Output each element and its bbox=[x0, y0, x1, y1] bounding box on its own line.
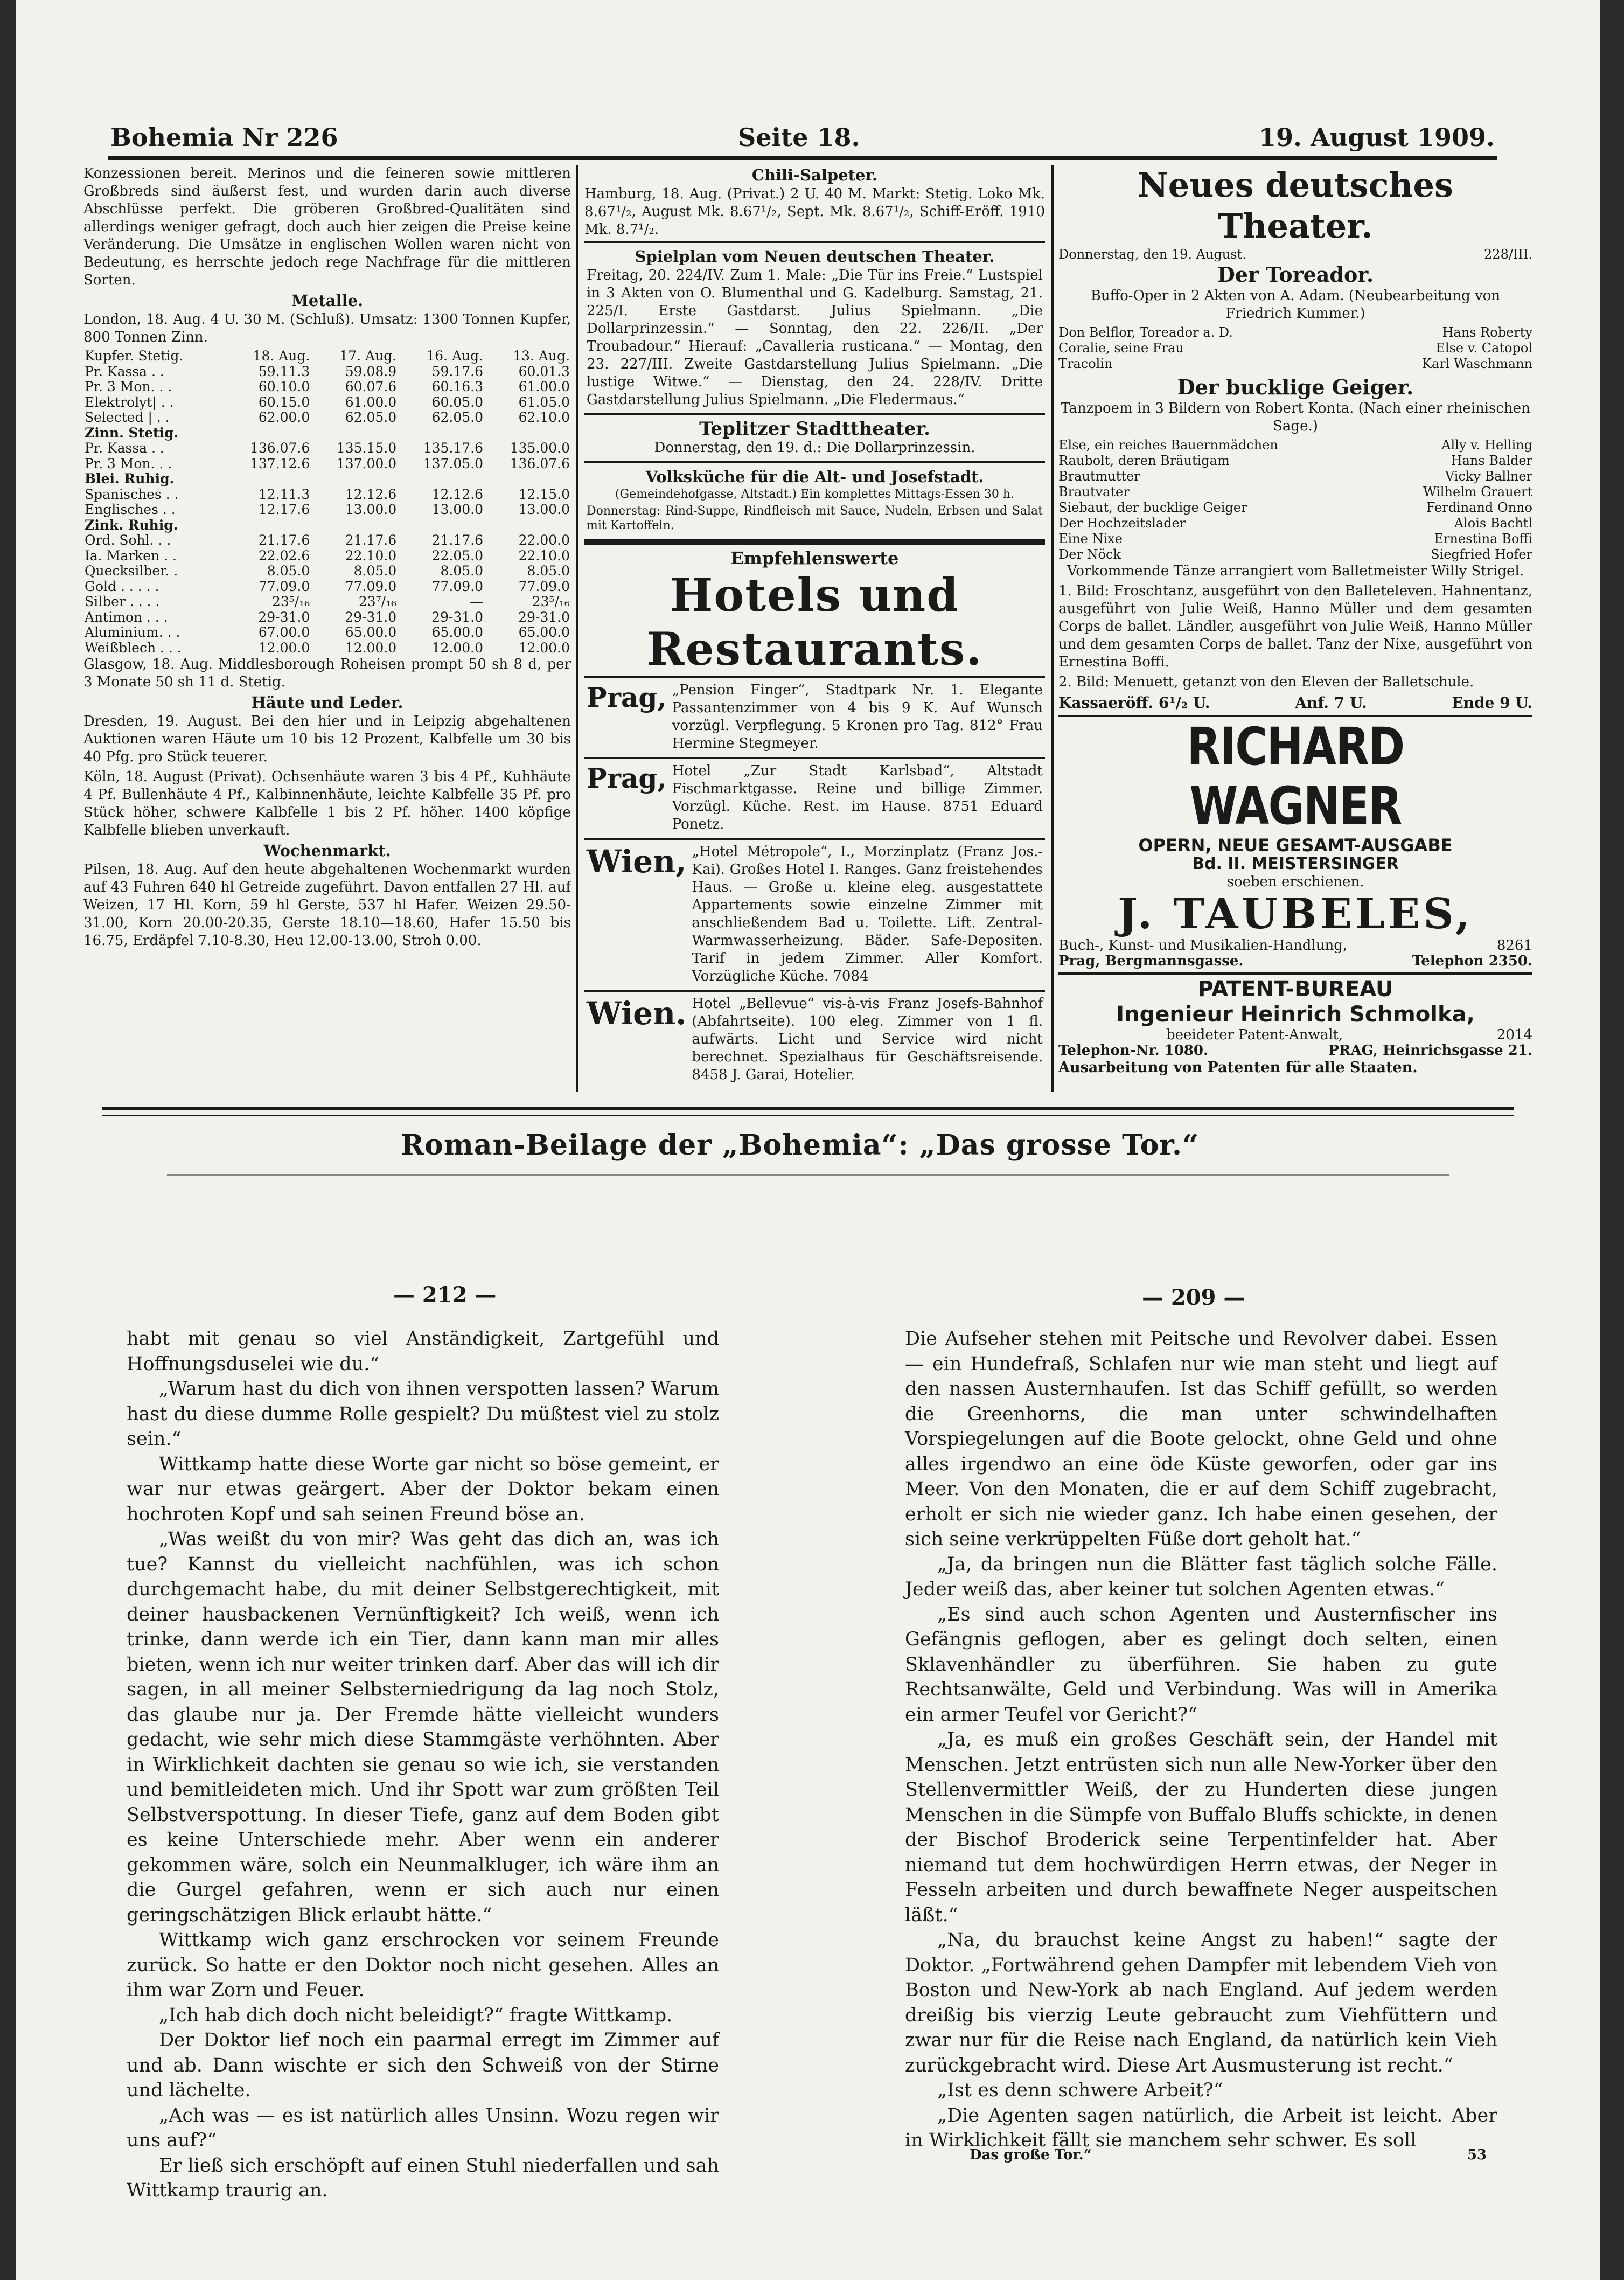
taubeles-name: J. TAUBELES, bbox=[1118, 889, 1473, 939]
table-cell: Zink. Ruhig. bbox=[85, 517, 178, 533]
cast-actor: Alois Bachtl bbox=[1454, 516, 1532, 531]
weekly-market-heading: Wochenmarkt. bbox=[263, 842, 391, 860]
story-paragraph: Wittkamp wich ganz erschrocken vor seinem Freunde zurück. So hatte er den Doktor noch nicht gesehen. Alles an ihm war Zorn und Feuer. bbox=[127, 1929, 719, 2001]
metals-intro: London, 18. Aug. 4 U. 30 M. (Schluß). Umsatz: 1300 Tonnen Kupfer, 800 Tonnen Zinn. bbox=[83, 311, 571, 345]
pilsen-report: Pilsen, 18. Aug. Auf den heute abgehaltenen Wochenmarkt wurden auf 43 Fuhren 640 hl Getreide zugeführt. Davon entfallen 27 Hl. auf Weizen, 17 Hl. Korn, 59 hl Gerste, 537 hl Hafer. Weizen 29.50-31.00, Korn 20.00-20.35, Gerste 18.10—18.60, Hafer 15.50 bis 16.75, Erdäpfel 7.10-8.30, Heu 12.00-13.00, Stroh 0.00. bbox=[83, 861, 571, 949]
table-cell: 13.00.0 bbox=[345, 502, 397, 517]
table-cell: 12.11.3 bbox=[258, 486, 310, 502]
cast-actor: Ernestina Boffi bbox=[1434, 531, 1532, 546]
section-rule bbox=[102, 1107, 1514, 1110]
markets-column bbox=[83, 165, 571, 1092]
hotels-title: Hotels und Restaurants. bbox=[646, 568, 983, 676]
table-cell: 12.12.6 bbox=[431, 486, 484, 502]
table-cell: 23⁵/₁₆ bbox=[271, 594, 310, 609]
patent-engineer: Ingenieur Heinrich Schmolka, bbox=[1116, 1002, 1475, 1027]
taubeles-address: Prag, Bergmannsgasse. bbox=[1058, 953, 1244, 969]
cast-actor: Ferdinand Onno bbox=[1426, 500, 1532, 515]
table-cell: 137.05.0 bbox=[423, 456, 484, 471]
teplitz-text: Donnerstag, den 19. d.: Die Dollarprinzessin. bbox=[654, 440, 975, 456]
table-cell: 21.17.6 bbox=[345, 533, 397, 548]
end-time: Ende 9 U. bbox=[1452, 694, 1532, 712]
table-cell: 135.15.0 bbox=[336, 441, 397, 456]
ad-city: Prag, bbox=[587, 682, 667, 713]
table-row bbox=[83, 487, 571, 503]
table-row bbox=[83, 594, 571, 610]
table-cell: 59.11.3 bbox=[258, 364, 310, 379]
story-paragraph: „Ich hab dich doch nicht beleidigt?“ fragte Wittkamp. bbox=[159, 2004, 673, 2026]
start-time: Anf. 7 U. bbox=[1295, 694, 1367, 712]
story-paragraph: Wittkamp hatte diese Worte gar nicht so böse gemeint, er war nur etwas geärgert. Aber der Doktor bekam einen hochroten Kopf und sah seinen Freund böse an. bbox=[127, 1453, 719, 1525]
cast-row bbox=[1058, 437, 1532, 453]
metals-table-head bbox=[83, 349, 571, 364]
spielplan-text: Freitag, 20. 224/IV. Zum 1. Male: „Die Tür ins Freie.“ Lustspiel in 3 Akten von O. Blumenthal und G. Kadelburg. Samstag, 21. 225/I. Erste Gastdarst. Julius Spielmann. „Die Dollarprinzessin.“ — Sonntag, den 22. 226/II. „Der Troubadour.“ Hierauf: „Cavalleria rusticana.“ — Montag, den 23. 227/III. Zweite Gastdarstellung Julius Spielmann. „Die lustige Witwe.“ — Dienstag, den 24. 228/IV. Dritte Gastdarstellung Julius Spielmann. „Die Fledermaus.“ bbox=[587, 267, 1043, 408]
story-paragraph: „Die Agenten sagen natürlich, die Arbeit ist leicht. Aber in Wirklichkeit fällt sie manchem sehr schwer. Es soll bbox=[905, 2104, 1497, 2151]
koeln-report: Köln, 18. August (Privat). Ochsenhäute waren 3 bis 4 Pf., Kuhhäute 4 Pf. Bullenhäute 4 Pf., Kalbinnenhäute, leichte Kalbfelle 35 Pf. pro Stück höher, schwere Kalbfelle 1 bis 2 Pf. höher. 1400 köpfige Kalbfelle blieben unverkauft. bbox=[83, 769, 571, 838]
table-cell: 62.05.0 bbox=[345, 410, 397, 425]
cast-actor: Vicky Ballner bbox=[1445, 469, 1532, 484]
ad-city: Wien. bbox=[587, 995, 687, 1032]
metals-col: Kupfer. Stetig. bbox=[85, 349, 184, 364]
table-cell: 13.00.0 bbox=[431, 502, 484, 517]
header-rule bbox=[108, 156, 1497, 160]
table-cell: 65.00.0 bbox=[431, 625, 484, 640]
glasgow-report: Glasgow, 18. Aug. Middlesborough Roheisen prompt 50 sh 8 d, per 3 Monate 50 sh 11 d. Stetig. bbox=[83, 656, 571, 690]
table-cell: Englisches . . bbox=[85, 502, 176, 517]
table-cell bbox=[224, 518, 311, 533]
table-cell bbox=[484, 426, 571, 441]
table-row bbox=[83, 548, 571, 564]
patent-number: 2014 bbox=[1496, 1027, 1532, 1043]
table-cell: 59.17.6 bbox=[431, 364, 484, 379]
theater-title: Neues deutsches Theater. bbox=[1138, 165, 1453, 246]
table-cell: 135.00.0 bbox=[510, 441, 570, 456]
table-row bbox=[83, 579, 571, 595]
kassa-time: Kassaeröff. 6¹/₂ U. bbox=[1058, 694, 1210, 712]
table-cell: Zinn. Stetig. bbox=[85, 425, 179, 441]
table-cell: 60.16.3 bbox=[431, 379, 484, 394]
table-row bbox=[83, 471, 571, 487]
table-row bbox=[83, 379, 571, 395]
table-cell: 136.07.6 bbox=[510, 456, 570, 471]
metals-col: 13. Aug. bbox=[513, 349, 570, 364]
wagner-volume: Bd. II. MEISTERSINGER bbox=[1192, 854, 1399, 873]
newspaper-page bbox=[16, 0, 1600, 2280]
table-cell: Pr. Kassa . . bbox=[85, 441, 164, 456]
karlsbad-ad: Hotel „Zur Stadt Karlsbad“, Altstadt Fischmarktgasse. Reine und billige Zimmer. Vorzügl. Küche. Rest. im Hause. 8751 Eduard Ponetz. bbox=[672, 763, 1043, 832]
table-cell: Gold . . . . . bbox=[85, 579, 159, 594]
cast-role: Brautmutter bbox=[1058, 469, 1140, 484]
theater-date: Donnerstag, den 19. August. bbox=[1058, 247, 1246, 262]
table-row bbox=[83, 625, 571, 641]
play-title: Der Toreador. bbox=[1217, 262, 1374, 287]
table-row bbox=[83, 395, 571, 411]
table-cell bbox=[398, 518, 484, 533]
header-paper-name: Bohemia Nr 226 bbox=[110, 123, 338, 152]
table-cell: 60.15.0 bbox=[258, 394, 310, 410]
table-row bbox=[83, 564, 571, 579]
table-cell: 22.05.0 bbox=[431, 548, 484, 564]
cast-actor: Else v. Catopol bbox=[1435, 340, 1532, 356]
empfehlenswerte-label: Empfehlenswerte bbox=[730, 548, 899, 568]
story-paragraph: „Warum hast du dich von ihnen verspotten lassen? Warum hast du diese dumme Rolle gespielt? Du müßtest viel zu stolz sein.“ bbox=[127, 1378, 719, 1450]
wagner-title: RICHARD WAGNER bbox=[1187, 717, 1404, 836]
table-cell: 8.05.0 bbox=[353, 564, 397, 579]
cast-row bbox=[1058, 325, 1532, 340]
hides-heading: Häute und Leder. bbox=[251, 693, 403, 712]
dresden-report: Dresden, 19. August. Bei den hier und in Leipzig abgehaltenen Auktionen waren Häute um 10 bis 12 Prozent, Kalbfelle um 30 bis 40 Pfg. pro Stück teuerer. bbox=[83, 713, 571, 765]
banner-rule bbox=[167, 1174, 1449, 1176]
story-paragraph: habt mit genau so viel Anständigkeit, Zartgefühl und Hoffnungsduselei wie du.“ bbox=[127, 1328, 719, 1375]
cast-row bbox=[1058, 453, 1532, 469]
table-cell bbox=[311, 518, 398, 533]
table-cell: 67.00.0 bbox=[258, 625, 310, 640]
story-paragraph: „Ist es denn schwere Arbeit?“ bbox=[937, 2080, 1223, 2101]
page-header bbox=[110, 123, 1495, 153]
table-cell: 60.01.3 bbox=[518, 364, 570, 379]
table-cell bbox=[224, 426, 311, 441]
table-cell: Elektrolyt| . . bbox=[85, 394, 174, 410]
table-row bbox=[83, 518, 571, 533]
cast-actor: Ally v. Helling bbox=[1441, 437, 1532, 453]
bellevue-ad: Hotel „Bellevue“ vis-à-vis Franz Josefs-Bahnhof (Abfahrtseite). 100 eleg. Zimmer von 1 fl. aufwärts. Licht und Service wird nicht berechnet. Spezialhaus für Geschäftsreisende. 8458 J. Garai, Hotelier. bbox=[692, 996, 1043, 1083]
story-paragraph: „Ach was — es ist natürlich alles Unsinn. Wozu regen wir uns auf?“ bbox=[127, 2104, 719, 2151]
theater-column bbox=[1058, 165, 1532, 1092]
metals-col: 16. Aug. bbox=[426, 349, 484, 364]
taubeles-number: 8261 bbox=[1496, 937, 1532, 954]
table-cell: Pr. Kassa . . bbox=[85, 364, 164, 379]
footer-title: Das große Tor.“ bbox=[970, 2147, 1092, 2163]
table-row bbox=[83, 456, 571, 472]
table-cell: 61.00.0 bbox=[345, 394, 397, 410]
table-cell: 23⁷/₁₆ bbox=[358, 594, 397, 609]
table-cell: 29-31.0 bbox=[345, 609, 397, 625]
header-page-number: Seite 18. bbox=[738, 123, 860, 152]
cast-actor: Siegfried Hofer bbox=[1431, 547, 1532, 562]
patent-address: PRAG, Heinrichsgasse 21. bbox=[1328, 1042, 1532, 1059]
metals-col: 18. Aug. bbox=[253, 349, 310, 364]
table-cell bbox=[398, 471, 484, 487]
table-row bbox=[83, 533, 571, 548]
table-cell: 22.00.0 bbox=[518, 533, 570, 548]
table-cell: 13.00.0 bbox=[518, 502, 570, 517]
right-page-number: — 209 — bbox=[1142, 1285, 1245, 1310]
table-cell: 8.05.0 bbox=[527, 564, 570, 579]
left-page-number: — 212 — bbox=[393, 1282, 497, 1308]
wool-report: Konzessionen bereit. Merinos und die feineren sowie mittleren Großbreds sind äußerst fest, und wurden darin auch diverse Abschlüsse perfekt. Die gröberen Großbred-Qualitäten sind allerdings weniger gefragt, doch auch hier zeigen die Preise keine Veränderung. Die Umsätze in englischen Wollen waren nicht von Bedeutung, es herrschte jedoch rege Nachfrage für die mittleren Sorten. bbox=[83, 165, 571, 288]
table-row bbox=[83, 364, 571, 380]
table-cell: 60.10.0 bbox=[258, 379, 310, 394]
table-cell: 29-31.0 bbox=[518, 609, 570, 625]
cast-row bbox=[1058, 484, 1532, 500]
table-cell: 22.02.6 bbox=[258, 548, 310, 564]
table-cell: 12.00.0 bbox=[518, 640, 570, 656]
cast-list bbox=[1058, 437, 1532, 562]
patent-bureau-title: PATENT-BUREAU bbox=[1197, 977, 1393, 1002]
table-cell: Selected | . . bbox=[85, 410, 170, 425]
table-cell: 77.09.0 bbox=[518, 579, 570, 594]
story-paragraph: „Es sind auch schon Agenten und Austernfischer ins Gefängnis geflogen, aber es gelingt doch selten, einen Sklavenhändler zu überführen. Sie haben zu gute Rechtsanwälte, Geld und Verbindung. Was will in Amerika ein armer Teufel vor Gericht?“ bbox=[905, 1603, 1497, 1726]
table-cell bbox=[311, 426, 398, 441]
wagner-subtitle: OPERN, NEUE GESAMT-AUSGABE bbox=[1138, 835, 1453, 856]
bild-two: 2. Bild: Menuett, getanzt von den Eleven der Balletschule. bbox=[1058, 674, 1474, 690]
table-cell: 12.12.6 bbox=[345, 486, 397, 502]
column-rule bbox=[1051, 165, 1054, 1092]
volkskueche-heading: Volksküche für die Alt- und Josefstadt. bbox=[645, 468, 984, 486]
table-cell: 12.00.0 bbox=[258, 640, 310, 656]
story-paragraph: Die Aufseher stehen mit Peitsche und Revolver dabei. Essen — ein Hundefraß, Schlafen nur wie man steht und liegt auf den nassen Austernhaufen. Ist das Schiff gefüllt, so werden die Greenhorns, die man unter schwindelhaften Vorspiegelungen auf die Boote gelockt, ohne Geld und ohne alles irgendwo an eine öde Küste geworfen, oder gar ins Meer. Von den Monaten, die er auf dem Schiff zugebracht, erholt er sich nie wieder ganz. Ich habe einen gesehen, der sich seine verkrüppelten Füße dort geholt hat.“ bbox=[905, 1328, 1497, 1550]
table-cell: 12.17.6 bbox=[258, 502, 310, 517]
table-cell: 77.09.0 bbox=[431, 579, 484, 594]
cast-row bbox=[1058, 356, 1532, 372]
table-cell: 29-31.0 bbox=[258, 609, 310, 625]
theater-number: 228/III. bbox=[1484, 247, 1532, 262]
story-paragraph: Der Doktor lief noch ein paarmal erregt im Zimmer auf und ab. Dann wischte er sich den Schweiß von der Stirne und lächelte. bbox=[127, 2029, 719, 2101]
table-cell: 77.09.0 bbox=[345, 579, 397, 594]
table-row bbox=[83, 610, 571, 625]
table-cell: 22.10.0 bbox=[345, 548, 397, 564]
metals-col: 17. Aug. bbox=[339, 349, 397, 364]
table-cell: Spanisches . . bbox=[85, 486, 179, 502]
table-cell: 29-31.0 bbox=[431, 609, 484, 625]
cast-role: Der Nöck bbox=[1058, 547, 1121, 562]
table-cell: 135.17.6 bbox=[423, 441, 484, 456]
play-description: Tanzpoem in 3 Bildern von Robert Konta. (Nach einer rheinischen Sage.) bbox=[1061, 400, 1530, 434]
cast-role: Eine Nixe bbox=[1058, 531, 1123, 546]
cast-row bbox=[1058, 340, 1532, 356]
table-cell: 60.07.6 bbox=[345, 379, 397, 394]
header-date: 19. August 1909. bbox=[1259, 123, 1495, 152]
cast-role: Der Hochzeitslader bbox=[1058, 516, 1186, 531]
table-cell: Antimon . . . bbox=[85, 609, 168, 625]
table-cell bbox=[484, 471, 571, 487]
table-cell: 22.10.0 bbox=[518, 548, 570, 564]
chile-report: Hamburg, 18. Aug. (Privat.) 2 U. 40 M. Markt: Stetig. Loko Mk. 8.67¹/₂, August Mk. 8.67¹/₂, Sept. Mk. 8.67¹/₂, Schiff-Eröff. 1910 Mk. 8.7¹/₂. bbox=[584, 186, 1045, 238]
pension-finger-ad: „Pension Finger“, Stadtpark Nr. 1. Elegante Passantenzimmer von 4 bis 9 K. Auf Wunsch vorzügl. Verpflegung. 5 Kronen pro Tag. 812° Frau Hermine Stegmeyer. bbox=[672, 682, 1043, 752]
table-cell bbox=[224, 471, 311, 487]
cast-role: Raubolt, deren Bräutigam bbox=[1058, 453, 1230, 468]
play-description: Buffo-Oper in 2 Akten von A. Adam. (Neubearbeitung von Friedrich Kummer.) bbox=[1090, 288, 1501, 322]
table-cell: Ia. Marken . . bbox=[85, 548, 177, 564]
cast-actor: Karl Waschmann bbox=[1421, 356, 1532, 371]
table-row bbox=[83, 641, 571, 656]
volkskueche-line: (Gemeindehofgasse, Altstadt.) Ein komplettes Mittags-Essen 30 h. bbox=[615, 488, 1015, 501]
footer-sheet-number: 53 bbox=[1467, 2147, 1487, 2163]
wagner-released: soeben erschienen. bbox=[1226, 874, 1364, 890]
table-cell: 59.08.9 bbox=[345, 364, 397, 379]
cast-row bbox=[1058, 547, 1532, 562]
ad-city: Wien, bbox=[587, 843, 687, 880]
table-cell: Aluminium. . . bbox=[85, 625, 180, 640]
cast-row bbox=[1058, 516, 1532, 531]
story-paragraph: „Ja, da bringen nun die Blätter fast täglich solche Fälle. Jeder weiß das, aber keiner tut solchen Agenten etwas.“ bbox=[905, 1553, 1497, 1600]
table-cell: 62.00.0 bbox=[258, 410, 310, 425]
bild-one: 1. Bild: Froschtanz, ausgeführt von den Balleteleven. Hahnentanz, ausgeführt von Julie Weiß, Hanno Müller und dem gesamten Corps de ballet. Ländler, ausgeführt von Julie Weiß, Hanno Müller und dem gesamten Corps de ballet. Tanz der Nixe, ausgeführt von Ernestina Boffi. bbox=[1058, 583, 1532, 670]
table-cell bbox=[311, 471, 398, 487]
taubeles-phone: Telephon 2350. bbox=[1412, 953, 1532, 969]
cast-role: Tracolin bbox=[1058, 356, 1113, 371]
cast-actor: Hans Roberty bbox=[1442, 325, 1532, 340]
table-cell: 12.00.0 bbox=[431, 640, 484, 656]
table-row bbox=[83, 426, 571, 441]
patent-phone: Telephon-Nr. 1080. bbox=[1058, 1042, 1209, 1059]
cast-role: Siebaut, der bucklige Geiger bbox=[1058, 500, 1247, 515]
cast-role: Brautvater bbox=[1058, 484, 1130, 499]
teplitz-heading: Teplitzer Stadttheater. bbox=[699, 418, 930, 440]
table-row bbox=[83, 502, 571, 518]
table-cell: 62.10.0 bbox=[518, 410, 570, 425]
middle-column bbox=[584, 165, 1045, 1092]
story-left-column bbox=[127, 1326, 719, 2201]
table-cell: 61.00.0 bbox=[518, 379, 570, 394]
roman-banner: Roman-Beilage der „Bohemia“: „Das grosse Tor.“ bbox=[400, 1129, 1200, 1162]
taubeles-description: Buch-, Kunst- und Musikalien-Handlung, bbox=[1058, 937, 1348, 954]
table-cell bbox=[398, 426, 484, 441]
table-cell: 62.05.0 bbox=[431, 410, 484, 425]
play-title: Der bucklige Geiger. bbox=[1177, 375, 1414, 399]
chile-heading: Chili-Salpeter. bbox=[751, 166, 878, 184]
table-cell: Silber . . . . bbox=[85, 594, 160, 609]
cast-actor: Hans Balder bbox=[1451, 453, 1532, 468]
cast-actor: Wilhelm Grauert bbox=[1423, 484, 1532, 499]
metals-heading: Metalle. bbox=[291, 291, 364, 310]
table-cell: Ord. Sohl. . . bbox=[85, 533, 171, 548]
cast-role: Else, ein reiches Bauernmädchen bbox=[1058, 437, 1278, 453]
cast-role: Don Belflor, Toreador a. D. bbox=[1058, 325, 1233, 340]
table-cell: 21.17.6 bbox=[431, 533, 484, 548]
table-cell: Pr. 3 Mon. . . bbox=[85, 456, 172, 471]
story-paragraph: Er ließ sich erschöpft auf einen Stuhl niederfallen und sah Wittkamp traurig an. bbox=[127, 2154, 719, 2201]
ad-city: Prag, bbox=[587, 762, 667, 794]
table-cell: 137.00.0 bbox=[336, 456, 397, 471]
table-cell: 60.05.0 bbox=[431, 394, 484, 410]
table-cell: 12.00.0 bbox=[345, 640, 397, 656]
table-cell: Weißblech . . . bbox=[85, 640, 182, 656]
cast-role: Coralie, seine Frau bbox=[1058, 340, 1184, 356]
cast-row bbox=[1058, 500, 1532, 516]
table-cell: 8.05.0 bbox=[267, 564, 310, 579]
table-row bbox=[83, 410, 571, 426]
table-cell: Blei. Ruhig. bbox=[85, 471, 175, 486]
dances-note: Vorkommende Tänze arrangiert vom Balletmeister Willy Strigel. bbox=[1067, 563, 1524, 579]
table-cell: 77.09.0 bbox=[258, 579, 310, 594]
table-cell bbox=[484, 518, 571, 533]
cast-row bbox=[1058, 469, 1532, 484]
volkskueche-menu: Donnerstag: Rind-Suppe, Rindfleisch mit Sauce, Nudeln, Erbsen und Salat mit Kartoffeln. bbox=[587, 504, 1043, 532]
table-row bbox=[83, 441, 571, 456]
table-cell: — bbox=[470, 594, 484, 609]
section-rule bbox=[102, 1115, 1514, 1116]
table-cell: 65.00.0 bbox=[518, 625, 570, 640]
metals-table bbox=[83, 349, 571, 656]
patent-attorney: beeideter Patent-Anwalt, bbox=[1166, 1027, 1343, 1043]
table-cell: 12.15.0 bbox=[518, 486, 570, 502]
table-cell: 61.05.0 bbox=[518, 394, 570, 410]
story-right-column bbox=[905, 1326, 1497, 2151]
metropole-ad: „Hotel Métropole“, I., Morzinplatz (Franz Jos.-Kai). Großes Hotel I. Ranges. Ganz freistehendes Haus. — Große u. kleine eleg. ausgestattete Appartements sowie einzelne Zimmer mit anschließendem Bad u. Toilette. Lift. Zentral-Warmwasserheizung. Bäder. Safe-Depositen. Tarif in jedem Zimmer. Aller Komfort. Vorzügliche Küche. 7084 bbox=[692, 844, 1043, 984]
story-paragraph: „Na, du brauchst keine Angst zu haben!“ sagte der Doktor. „Fortwährend gehen Dampfer mit lebendem Vieh von Boston und New-York ab nach England. Auf jedem werden dreißig bis vierzig Leute gebraucht zum Viehfüttern und zwar nur für die Reise nach England, da natürlich kein Vieh zurückgebracht wird. Diese Art Ausmusterung ist recht.“ bbox=[905, 1929, 1497, 2076]
column-rule bbox=[576, 165, 578, 1092]
story-paragraph: „Was weißt du von mir? Was geht das dich an, was ich tue? Kannst du vielleicht nachfühlen, was ich schon durchgemacht habe, du mit deiner Selbstgerechtigkeit, mit deiner hausbackenen Vernünftigkeit? Ich weiß, wenn ich trinke, dann werde ich ein Tier, dann kann man mir alles bieten, wenn ich nur weiter trinken darf. Aber das will ich dir sagen, in all meiner Selbsterniedrigung da lag noch Stolz, das glaube nur ja. Der Fremde hätte vielleicht wunders gedacht, wie sehr mich diese Stammgäste verhöhnten. Aber in Wirklichkeit dachten sie genau so wie ich, sie verstanden und bemitleideten mich. Und ihr Spott war zum größten Teil Selbstverspottung. In dieser Tiefe, ganz auf dem Boden gibt es keine Unterschiede mehr. Aber wenn ein anderer gekommen wäre, solch ein Neunmalkluger, ich wäre ihm an die Gurgel gefahren, wenn er sich auch nur einen geringschätzigen Blick erlaubt hätte.“ bbox=[127, 1528, 719, 1926]
cast-list bbox=[1058, 325, 1532, 372]
table-cell: Pr. 3 Mon. . . bbox=[85, 379, 172, 394]
cast-row bbox=[1058, 531, 1532, 547]
table-cell: 136.07.6 bbox=[249, 441, 310, 456]
table-cell: Quecksilber. . bbox=[85, 564, 178, 579]
table-cell: 137.12.6 bbox=[249, 456, 310, 471]
table-cell: 8.05.0 bbox=[440, 564, 484, 579]
table-cell: 65.00.0 bbox=[345, 625, 397, 640]
table-cell: 21.17.6 bbox=[258, 533, 310, 548]
patent-note: Ausarbeitung von Patenten für alle Staaten. bbox=[1058, 1059, 1418, 1076]
table-cell: 23⁵/₁₆ bbox=[532, 594, 570, 609]
story-paragraph: „Ja, es muß ein großes Geschäft sein, der Handel mit Menschen. Jetzt entrüsten sich nun alle New-Yorker über den Stellenvermittler Weiß, der zu Hunderten diese jungen Menschen in die Sümpfe von Buffalo Bluffs schickte, in denen der Bischof Broderick seine Terpentinfelder hat. Aber niemand tut dem hochwürdigen Herrn etwas, der Neger in Fesseln arbeiten und durch bewaffnete Neger auspeitschen läßt.“ bbox=[905, 1729, 1497, 1926]
spielplan-heading: Spielplan vom Neuen deutschen Theater. bbox=[635, 247, 995, 266]
